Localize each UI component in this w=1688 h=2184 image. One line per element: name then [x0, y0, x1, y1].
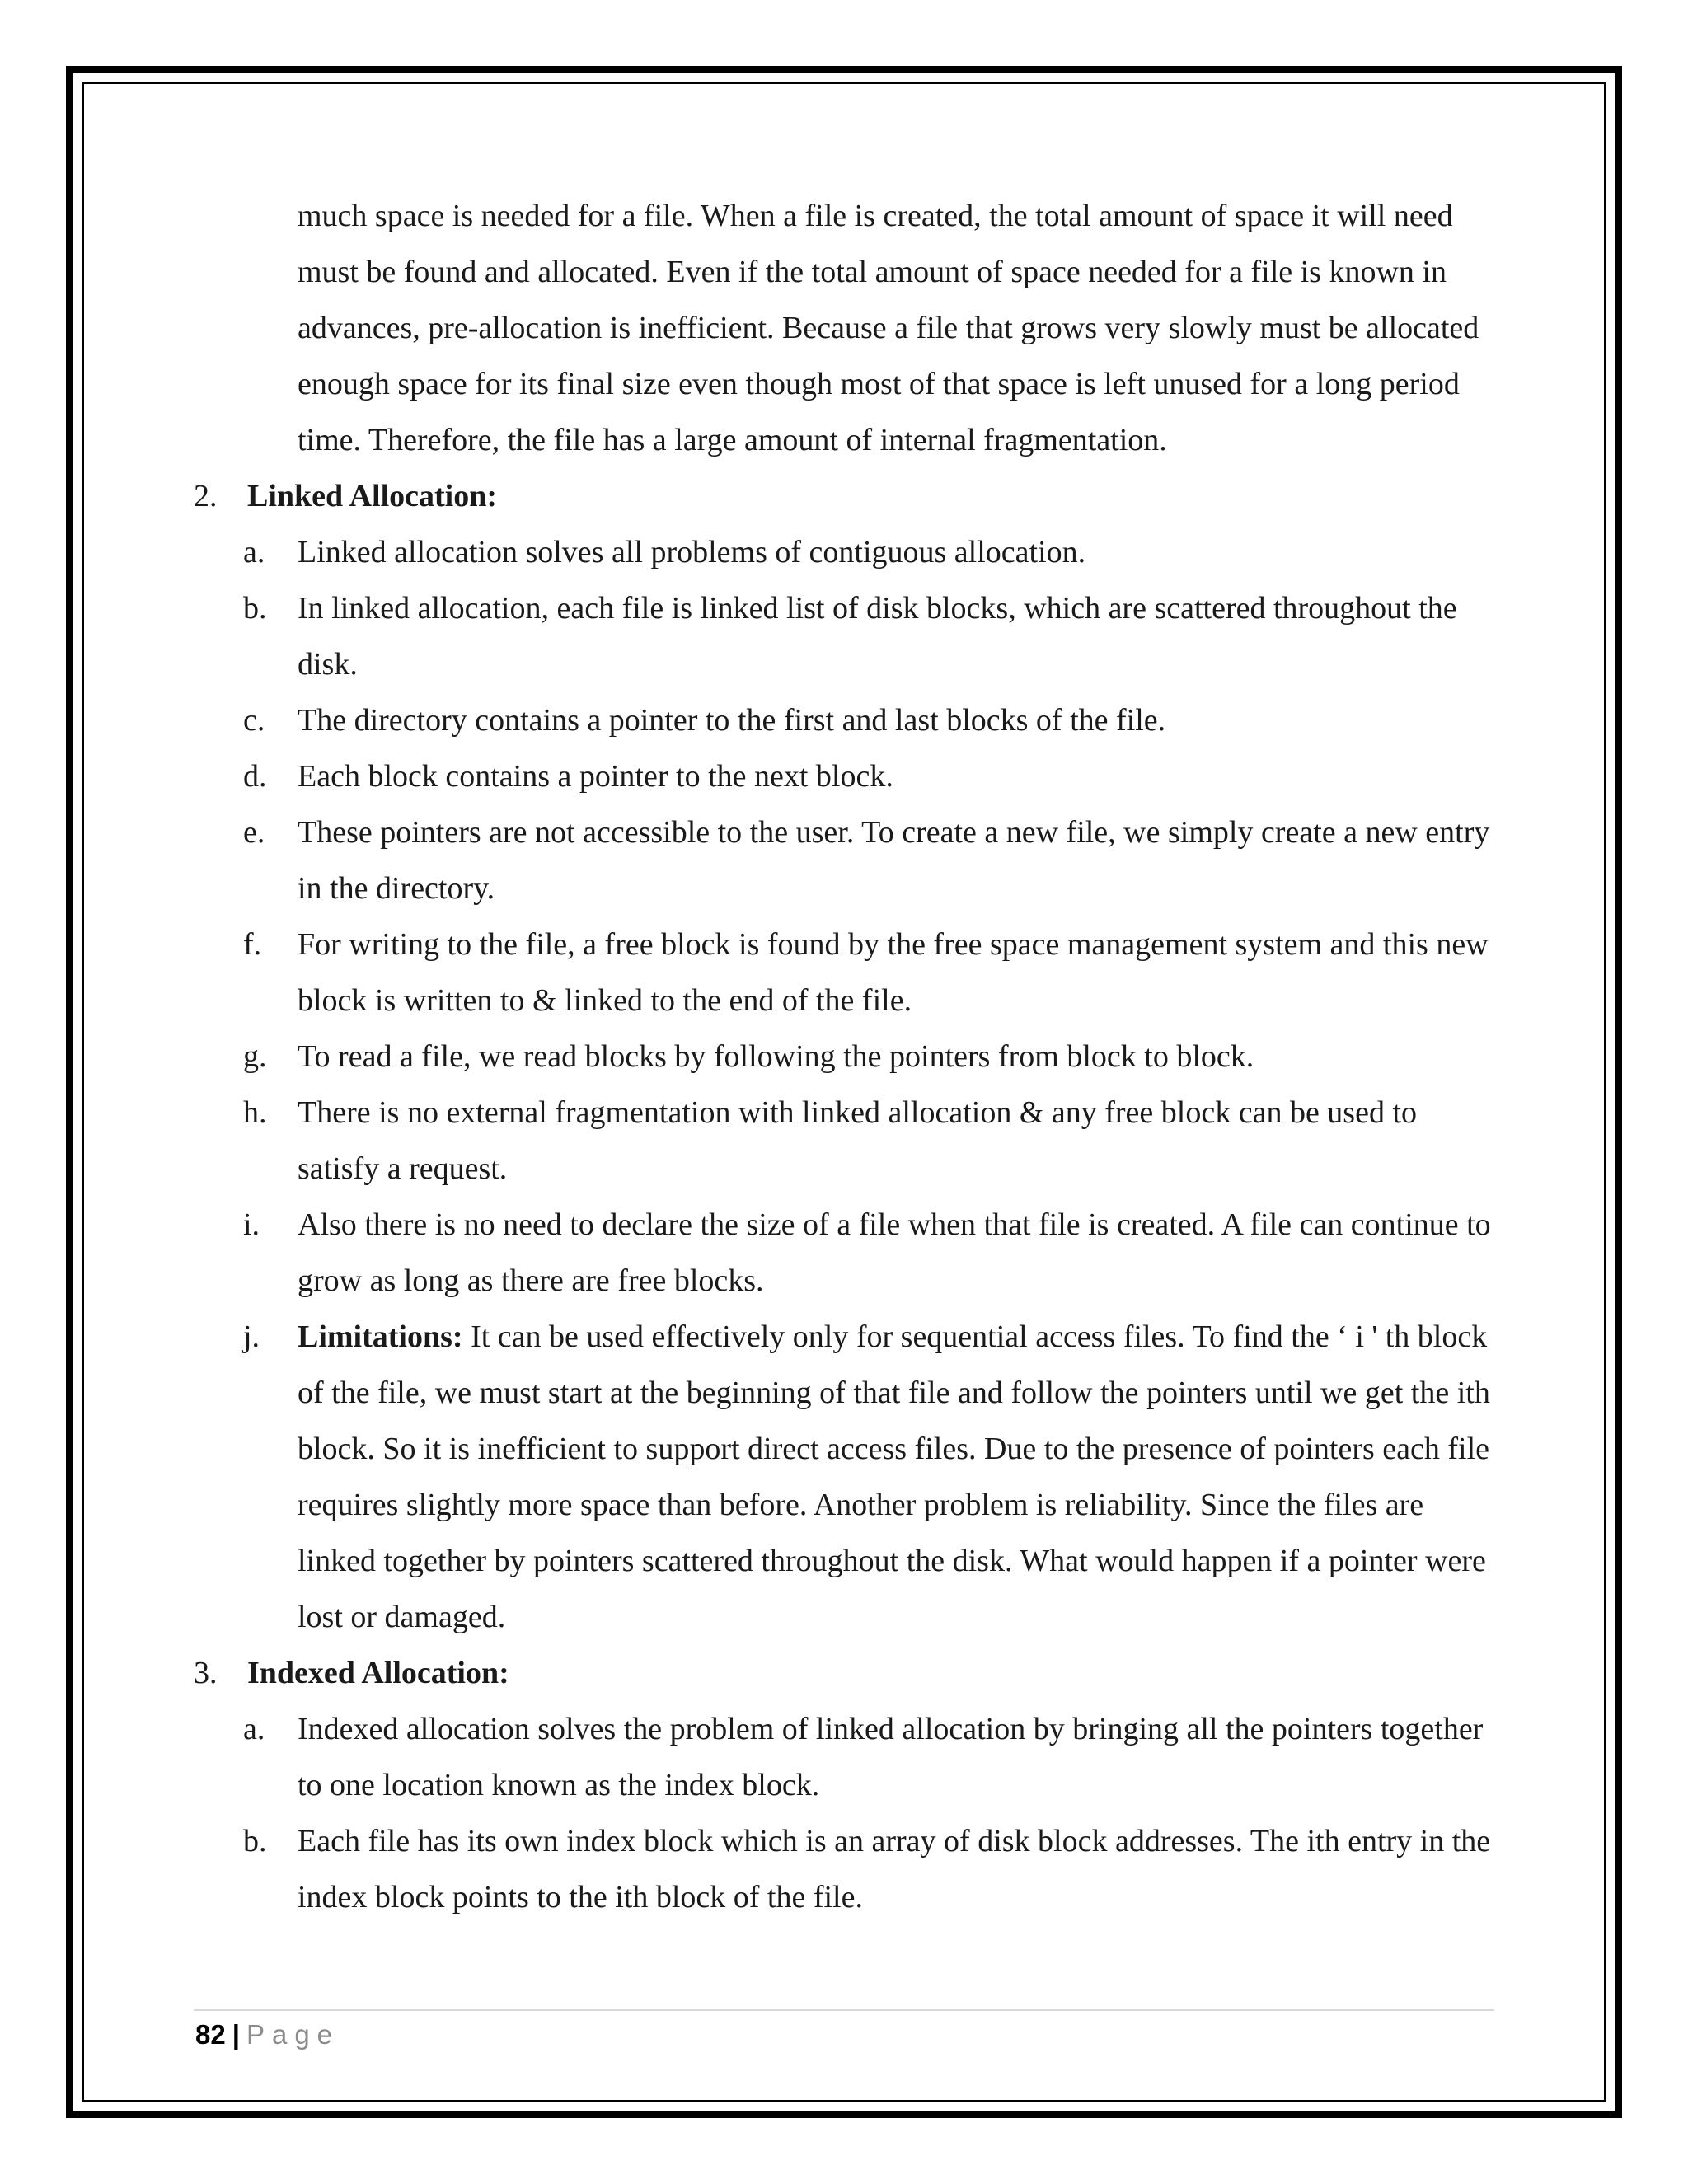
intro-paragraph: much space is needed for a file. When a file is created, the total amount of space it will need must be found and allocated. Even if the total amount of space needed for a file is known in advances, pre-allocation is inefficient. Because a file that grows very slowly must be allocated enough space for its final size even though most of that space is left unused for a long period time. Therefore, the file has a large amount of internal fragmentation.	[298, 199, 1479, 457]
list-item-marker: f.	[243, 927, 262, 962]
page-content	[194, 188, 1496, 1925]
limitations-text: It can be used effectively only for sequential access files. To find the ‘ i ' th block of the file, we must start at the beginning of that file and follow the pointers until we get the ith block. So it is inefficient to support direct access files. Due to the presence of pointers each file requires slightly more space than before. Another problem is reliability. Since the files are linked together by pointers scattered throughout the disk. What would happen if a pointer were lost or damaged.	[298, 1319, 1490, 1634]
list-item	[194, 1813, 1496, 1925]
footer-divider	[194, 2009, 1494, 2011]
list-item	[194, 1197, 1496, 1309]
list-item-text: Indexed allocation solves the problem of linked allocation by bringing all the pointers together to one location known as the index block.	[298, 1712, 1484, 1802]
list-item-marker: j.	[243, 1319, 260, 1354]
list-item	[194, 1029, 1496, 1085]
page-label: Page	[246, 2019, 340, 2050]
section-title: Indexed Allocation:	[247, 1656, 509, 1690]
list-item-marker: e.	[243, 815, 265, 850]
section-number: 3.	[194, 1656, 218, 1690]
section-linked-allocation	[194, 468, 1496, 1645]
list-item-text: Each file has its own index block which is an array of disk block addresses. The ith entry in the index block points to the ith block of the file.	[298, 1824, 1491, 1915]
list-item-text: There is no external fragmentation with linked allocation & any free block can be used to satisfy a request.	[298, 1095, 1418, 1186]
list-item-marker: c.	[243, 703, 265, 738]
list-item-limitations	[194, 1309, 1496, 1645]
list-item-marker: d.	[243, 759, 267, 794]
list-item	[194, 580, 1496, 692]
list-item-marker: h.	[243, 1095, 267, 1130]
section-heading	[194, 1645, 1496, 1701]
list-item-text: Linked allocation solves all problems of contiguous allocation.	[298, 535, 1086, 569]
list-item	[194, 692, 1496, 748]
page-footer	[195, 2018, 340, 2052]
list-item-text: Each block contains a pointer to the next block.	[298, 759, 893, 794]
section-heading	[194, 468, 1496, 524]
limitations-label: Limitations:	[298, 1319, 463, 1354]
section-indexed-allocation	[194, 1645, 1496, 1925]
list-item-text	[298, 1319, 1490, 1634]
list-item	[194, 524, 1496, 580]
footer-separator: |	[232, 2019, 240, 2050]
list-item-marker: a.	[243, 1712, 265, 1746]
list-item-marker: b.	[243, 1824, 267, 1858]
list-item-marker: b.	[243, 591, 267, 626]
list-item-text: Also there is no need to declare the size of a file when that file is created. A file can continue to grow as long as there are free blocks.	[298, 1207, 1491, 1298]
page-number: 82	[195, 2019, 226, 2050]
list-item-marker: i.	[243, 1207, 260, 1242]
list-item-text: The directory contains a pointer to the first and last blocks of the file.	[298, 703, 1166, 738]
section-number: 2.	[194, 479, 218, 513]
list-item	[194, 804, 1496, 916]
list-item-marker: g.	[243, 1039, 267, 1074]
list-item-text: These pointers are not accessible to the user. To create a new file, we simply create a new entry in the directory.	[298, 815, 1490, 906]
list-item-text: For writing to the file, a free block is found by the free space management system and this new block is written to & linked to the end of the file.	[298, 927, 1489, 1018]
list-item	[194, 916, 1496, 1029]
list-item-text: To read a file, we read blocks by following the pointers from block to block.	[298, 1039, 1254, 1074]
list-item	[194, 1701, 1496, 1813]
list-item-text: In linked allocation, each file is linked list of disk blocks, which are scattered throughout the disk.	[298, 591, 1457, 682]
list-item-marker: a.	[243, 535, 265, 569]
list-item	[194, 748, 1496, 804]
list-item	[194, 1085, 1496, 1197]
section-title: Linked Allocation:	[247, 479, 497, 513]
